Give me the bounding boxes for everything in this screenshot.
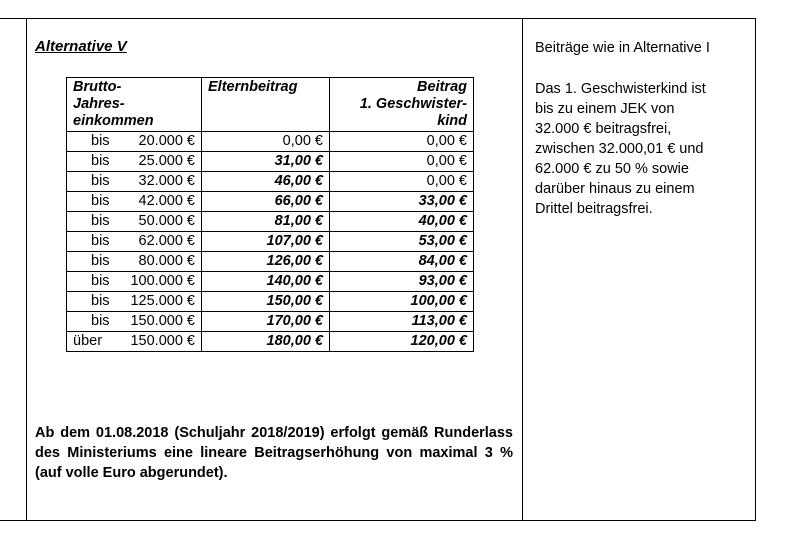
income-amount: 32.000 € xyxy=(138,173,195,189)
income-cell xyxy=(67,332,202,352)
fee-table-body xyxy=(67,132,474,352)
header-income-line: Brutto- xyxy=(73,79,122,95)
fee-table-row xyxy=(67,312,474,332)
header-parent-fee xyxy=(202,78,330,132)
header-income-line: Jahres- xyxy=(73,96,125,112)
income-prefix: bis xyxy=(91,193,110,209)
income-prefix: bis xyxy=(91,273,110,289)
comment-paragraph-line: Drittel beitragsfrei. xyxy=(535,201,653,217)
header-sibling-fee-line: 1. Geschwister- xyxy=(359,96,467,112)
fee-table-row xyxy=(67,272,474,292)
income-amount: 80.000 € xyxy=(138,253,195,269)
frame-right-border xyxy=(755,18,756,521)
fee-table-row xyxy=(67,292,474,312)
income-cell xyxy=(67,152,202,172)
sibling-fee-cell: 53,00 € xyxy=(330,232,474,252)
income-prefix: bis xyxy=(91,133,110,149)
parent-fee-cell: 140,00 € xyxy=(202,272,330,292)
comment-paragraph xyxy=(535,79,747,219)
income-cell xyxy=(67,172,202,192)
income-cell xyxy=(67,312,202,332)
income-prefix: bis xyxy=(91,233,110,249)
sibling-fee-cell: 120,00 € xyxy=(330,332,474,352)
fee-table-row xyxy=(67,152,474,172)
parent-fee-cell: 0,00 € xyxy=(202,132,330,152)
income-prefix: bis xyxy=(91,173,110,189)
header-sibling-fee xyxy=(330,78,474,132)
comment-paragraph-line: 32.000 € beitragsfrei, xyxy=(535,121,672,137)
sibling-fee-cell: 0,00 € xyxy=(330,172,474,192)
header-parent-fee-line: Elternbeitrag xyxy=(208,79,298,95)
sibling-fee-cell: 33,00 € xyxy=(330,192,474,212)
alternative-cell xyxy=(27,18,522,520)
income-prefix: über xyxy=(73,333,103,349)
income-prefix: bis xyxy=(91,213,110,229)
parent-fee-cell: 180,00 € xyxy=(202,332,330,352)
comment-line: Beiträge wie in Alternative I xyxy=(535,40,710,56)
income-amount: 42.000 € xyxy=(138,193,195,209)
comment-paragraph-line: zwischen 32.000,01 € und xyxy=(535,141,704,157)
income-amount: 150.000 € xyxy=(130,313,195,329)
fee-table-row xyxy=(67,212,474,232)
header-income-line: einkommen xyxy=(73,113,154,129)
income-cell xyxy=(67,272,202,292)
income-amount: 125.000 € xyxy=(130,293,195,309)
fee-table-row xyxy=(67,172,474,192)
income-cell xyxy=(67,212,202,232)
sibling-fee-cell: 100,00 € xyxy=(330,292,474,312)
income-amount: 150.000 € xyxy=(130,333,195,349)
comment-cell xyxy=(523,18,755,520)
income-cell xyxy=(67,252,202,272)
sibling-fee-cell: 40,00 € xyxy=(330,212,474,232)
increase-note: Ab dem 01.08.2018 (Schuljahr 2018/2019) erfolgt gemäß Runderlass des Ministeriums eine lineare Beitragserhöhung von maximal 3 % (auf volle Euro abgerundet). xyxy=(35,425,513,481)
income-amount: 100.000 € xyxy=(130,273,195,289)
income-amount: 20.000 € xyxy=(138,133,195,149)
parent-fee-cell: 66,00 € xyxy=(202,192,330,212)
income-cell xyxy=(67,292,202,312)
income-amount: 62.000 € xyxy=(138,233,195,249)
sibling-fee-cell: 0,00 € xyxy=(330,152,474,172)
alternative-heading: Alternative V xyxy=(35,38,127,55)
sibling-fee-cell: 93,00 € xyxy=(330,272,474,292)
income-cell xyxy=(67,192,202,212)
sibling-fee-cell: 0,00 € xyxy=(330,132,474,152)
comment-paragraph-line: 62.000 € zu 50 % sowie xyxy=(535,161,689,177)
income-prefix: bis xyxy=(91,313,110,329)
parent-fee-cell: 126,00 € xyxy=(202,252,330,272)
frame-bottom-border xyxy=(0,520,756,521)
fee-table xyxy=(66,77,474,352)
parent-fee-cell: 81,00 € xyxy=(202,212,330,232)
parent-fee-cell: 31,00 € xyxy=(202,152,330,172)
parent-fee-cell: 107,00 € xyxy=(202,232,330,252)
income-prefix: bis xyxy=(91,293,110,309)
sibling-fee-cell: 84,00 € xyxy=(330,252,474,272)
comment-paragraph-line: Das 1. Geschwisterkind ist xyxy=(535,81,706,97)
sibling-fee-cell: 113,00 € xyxy=(330,312,474,332)
income-prefix: bis xyxy=(91,153,110,169)
fee-table-row xyxy=(67,332,474,352)
parent-fee-cell: 150,00 € xyxy=(202,292,330,312)
income-amount: 50.000 € xyxy=(138,213,195,229)
income-amount: 25.000 € xyxy=(138,153,195,169)
income-cell xyxy=(67,132,202,152)
income-prefix: bis xyxy=(91,253,110,269)
header-income xyxy=(67,78,202,132)
fee-table-row xyxy=(67,132,474,152)
fee-table-header-row xyxy=(67,78,474,132)
comment-paragraph-line: bis zu einem JEK von xyxy=(535,101,675,117)
header-sibling-fee-line: kind xyxy=(437,113,467,129)
header-sibling-fee-line: Beitrag xyxy=(417,79,467,95)
fee-table-row xyxy=(67,232,474,252)
fee-table-row xyxy=(67,192,474,212)
comment-paragraph-line: darüber hinaus zu einem xyxy=(535,181,695,197)
parent-fee-cell: 46,00 € xyxy=(202,172,330,192)
income-cell xyxy=(67,232,202,252)
parent-fee-cell: 170,00 € xyxy=(202,312,330,332)
fee-table-row xyxy=(67,252,474,272)
